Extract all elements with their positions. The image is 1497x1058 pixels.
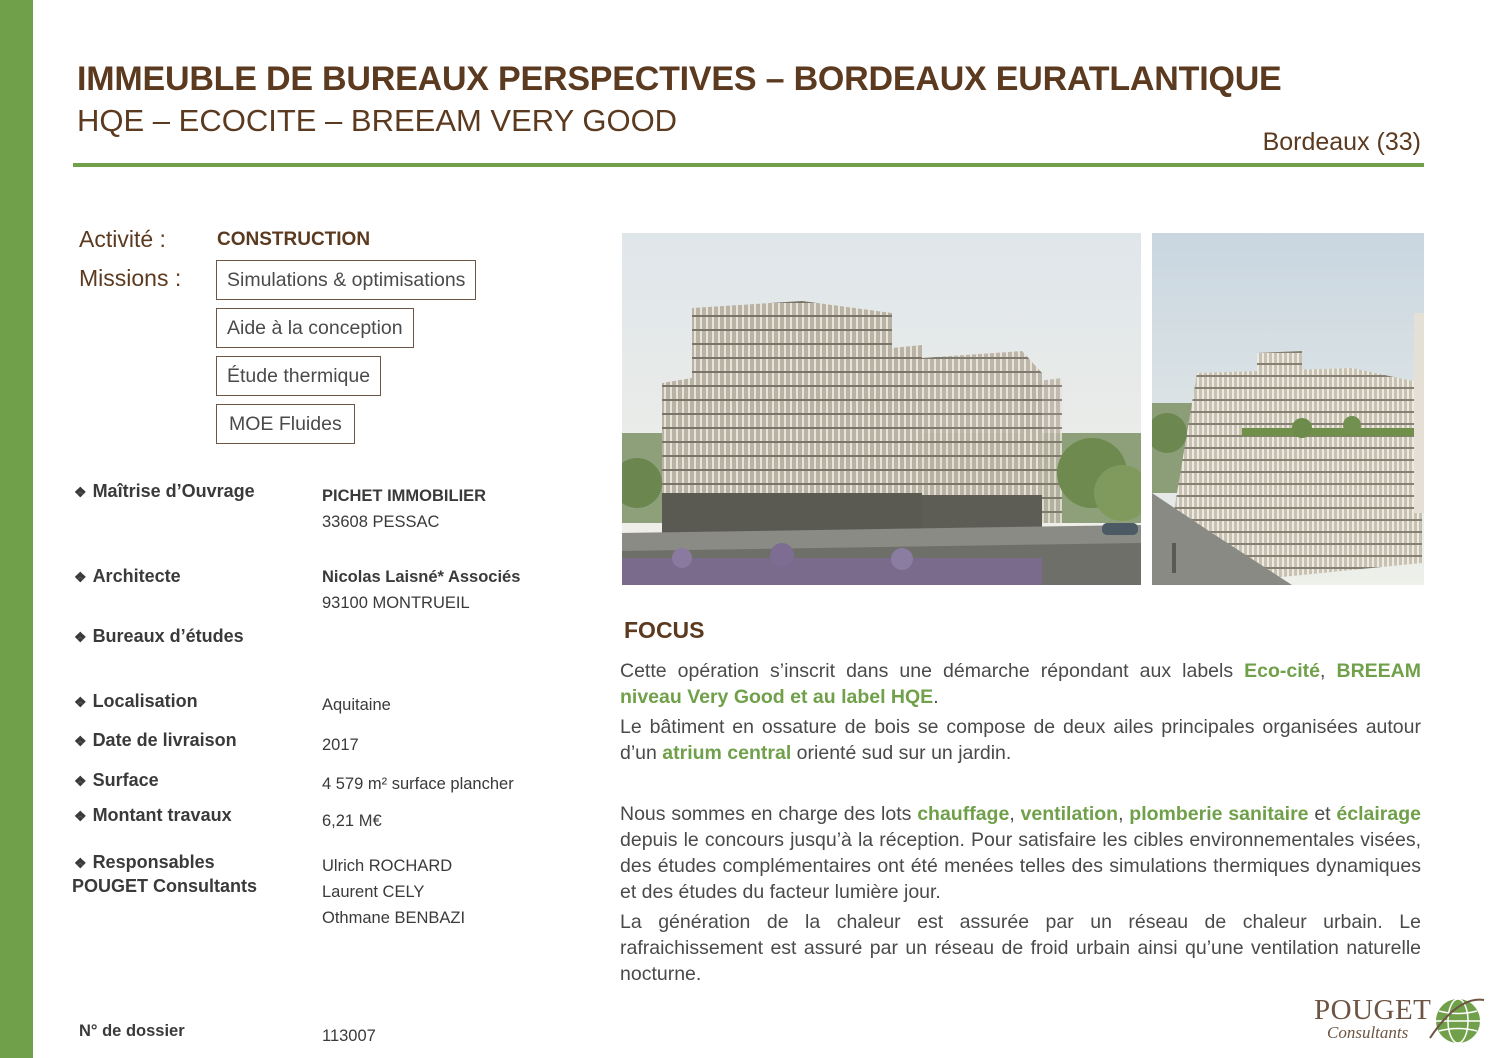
project-location: Bordeaux (33) <box>1262 128 1421 156</box>
mission-tag-simulations: Simulations & optimisations <box>216 260 476 300</box>
diamond-bullet-icon: ❖ <box>74 773 87 789</box>
focus-paragraph-3: Nous sommes en charge des lots chauffage, ventilation, plomberie sanitaire et éclairage depuis le concours jusqu’à la réception. Pour satisfaire les cibles environnementales visées, des études complémentaires ont été menées telles des simulations thermiques dynamiques et des études du facteur lumière jour. <box>620 803 1421 903</box>
diamond-bullet-icon: ❖ <box>74 808 87 824</box>
field-maitrise-ouvrage: ❖ Maîtrise d’Ouvrage <box>74 481 255 501</box>
responsables-value: Ulrich ROCHARD Laurent CELY Othmane BENBAZI <box>322 857 466 927</box>
field-montant-travaux: ❖ Montant travaux <box>74 805 232 825</box>
activity-value: CONSTRUCTION <box>217 229 371 250</box>
dossier-number: 113007 <box>322 1027 376 1045</box>
pouget-consultants-logo <box>1310 990 1490 1050</box>
building-rendering-secondary <box>1152 233 1424 585</box>
mission-tag-moe-fluides: MOE Fluides <box>216 404 355 444</box>
date-livraison-value: 2017 <box>322 736 359 754</box>
dossier-label: N° de dossier <box>79 1022 185 1040</box>
diamond-bullet-icon: ❖ <box>74 855 87 871</box>
page-subtitle: HQE – ECOCITE – BREEAM VERY GOOD <box>77 103 678 138</box>
field-localisation: ❖ Localisation <box>74 691 198 711</box>
activity-label: Activité : <box>79 226 166 252</box>
building-rendering-main <box>622 233 1141 585</box>
field-surface: ❖ Surface <box>74 770 159 790</box>
mission-tag-conception: Aide à la conception <box>216 308 414 348</box>
diamond-bullet-icon: ❖ <box>74 484 87 500</box>
logo-subtitle: Consultants <box>1327 1023 1409 1042</box>
focus-heading: FOCUS <box>624 617 705 643</box>
mission-tag-thermique: Étude thermique <box>216 356 381 396</box>
localisation-value: Aquitaine <box>322 696 391 714</box>
field-architecte: ❖ Architecte <box>74 566 181 586</box>
field-bureaux-etudes: ❖ Bureaux d’études <box>74 626 244 646</box>
field-date-livraison: ❖ Date de livraison <box>74 730 237 750</box>
maitrise-ouvrage-value: PICHET IMMOBILIER 33608 PESSAC <box>322 487 487 531</box>
diamond-bullet-icon: ❖ <box>74 733 87 749</box>
diamond-bullet-icon: ❖ <box>74 569 87 585</box>
page-title: IMMEUBLE DE BUREAUX PERSPECTIVES – BORDEAUX EURATLANTIQUE <box>77 60 1282 98</box>
logo-name: POUGET <box>1314 994 1432 1026</box>
diamond-bullet-icon: ❖ <box>74 629 87 645</box>
focus-paragraph-1: Cette opération s’inscrit dans une démarche répondant aux labels Eco-cité, BREEAM niveau Very Good et au label HQE. <box>620 660 1422 708</box>
surface-value: 4 579 m² surface plancher <box>322 775 514 793</box>
architecte-value: Nicolas Laisné* Associés 93100 MONTRUEIL <box>322 568 521 612</box>
missions-label: Missions : <box>79 265 182 291</box>
field-responsables: ❖ Responsables POUGET Consultants <box>72 852 258 896</box>
focus-paragraph-2: Le bâtiment en ossature de bois se compose de deux ailes principales organisées autour d’un atrium central orienté sud sur un jardin. <box>620 716 1421 764</box>
globe-icon <box>1428 994 1486 1046</box>
header-divider <box>73 163 1424 167</box>
left-sidebar-stripe <box>0 0 33 1058</box>
montant-travaux-value: 6,21 M€ <box>322 812 382 830</box>
diamond-bullet-icon: ❖ <box>74 694 87 710</box>
focus-paragraph-4: La génération de la chaleur est assurée par un réseau de chaleur urbain. Le rafraichissement est assuré par un réseau de froid urbain ainsi qu’une ventilation naturelle nocturne. <box>620 911 1421 985</box>
